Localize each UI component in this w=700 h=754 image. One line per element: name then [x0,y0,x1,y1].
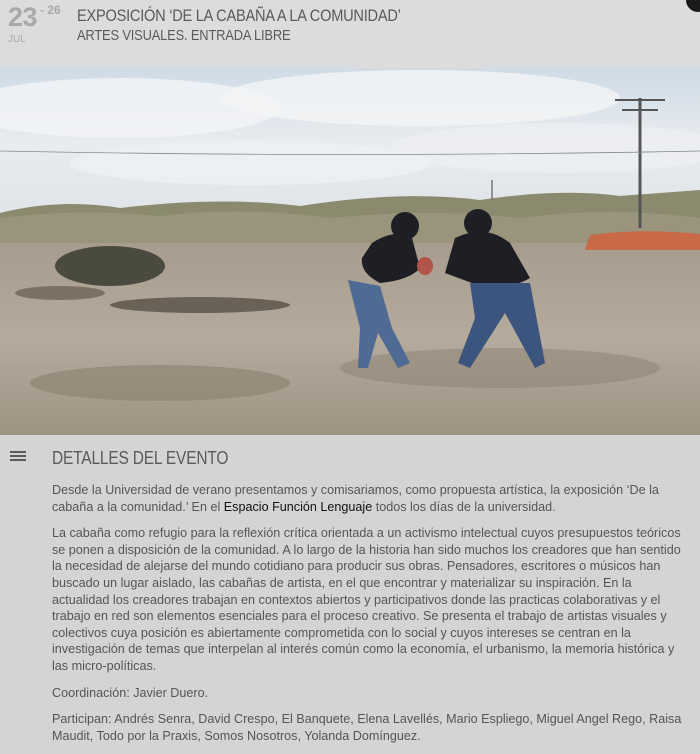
paragraph-participants: Participan: Andrés Senra, David Crespo, El Banquete, Elena Lavellés, Mario Espliego, Miguel Angel Rego, Raisa Maudit, Todo por la Praxis, Somos Nosotros, Yolanda Domínguez. [52,712,682,743]
paragraph-intro: Desde la Universidad de verano presentamos y comisariamos, como propuesta artística, la exposición ‘De la cabaña a la comunidad.’ En el Espacio Función Lenguaje todos los días de la universidad. [52,483,659,514]
event-subtitle: ARTES VISUALES. ENTRADA LIBRE [77,27,291,44]
date-month: JUL [8,34,26,45]
event-header [0,0,700,68]
close-badge-icon[interactable] [686,0,700,12]
event-title: EXPOSICIÓN ‘DE LA CABAÑA A LA COMUNIDAD’ [77,6,401,25]
event-photo [0,68,700,435]
paragraph-description: La cabaña como refugio para la reflexión crítica orientada a un activismo intelectual cuyos presupuestos teóricos se ponen a disposición de la comunidad. A lo largo de la historia han sido muchos los creadores que han sentido la necesidad de alejarse del mundo cotidiano para producir sus obras. Pensadores, escritores o músicos han buscado un lugar aislado, las cabañas de artista, en el que encontrar y materializar su inspiración. En la actualidad los creadores trabajan en contextos abiertos y participativos donde las practicas colaborativas y el trabajo en red son elementos esenciales para el proceso creativo. Se presenta el trabajo de artistas visuales y colectivos cuya posición es abiertamente comprometida con lo social y cuyos intereses se centran en la investigación de temas que interpelan al interés común como la economía, el urbanismo, la memoria histórica y las micro-políticas. [52,526,681,673]
event-description [52,482,692,754]
date-end: - 26 [40,3,61,17]
date-day: 23 [8,2,38,32]
event-details [0,435,700,748]
menu-icon[interactable] [10,451,26,463]
section-title: DETALLES DEL EVENTO [52,448,229,468]
venue-link[interactable]: Espacio Función Lenguaje [223,499,373,514]
paragraph-coordination: Coordinación: Javier Duero. [52,685,209,700]
